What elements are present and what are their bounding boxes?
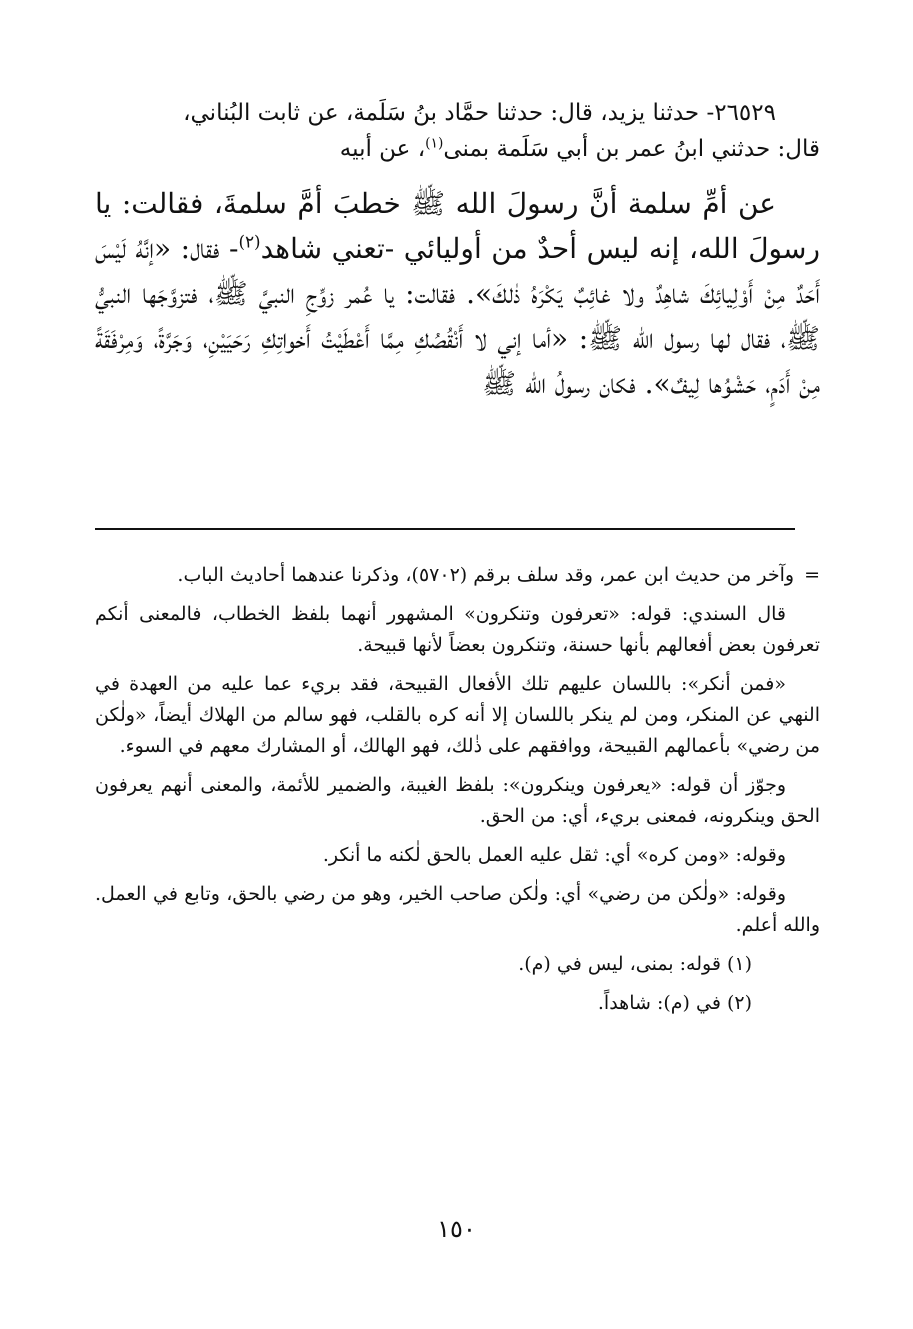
note-paragraph-4: وجوّز أن قوله: «يعرفون وينكرون»: بلفظ الغيبة، والضمير للأئمة، والمعنى أنهم يعرفون الحق وينكرونه، فمعنى بريء، أي: من الحق. (95, 774, 820, 827)
hadith-text-part-1: عن أمِّ سلمة أنَّ رسولَ الله ﷺ خطبَ أمَّ سلمةَ، فقالت: يا رسولَ الله، إنه ليس أحدٌ من أوليائي -تعني شاهد (95, 187, 820, 265)
note-paragraph-6: وقوله: «ولٰكن من رضي» أي: ولٰكن صاحب الخير، وهو من رضي بالحق، وتابع في العمل. والله أعلم. (95, 883, 820, 936)
note-paragraph-1-text: وآخر من حديث ابن عمر، وقد سلف برقم (٥٧٠٢)، وذكرنا عندهما أحاديث الباب. (177, 564, 795, 586)
footnotes-section (95, 560, 820, 1027)
isnad-line-2-end: ، عن أبيه (339, 136, 426, 162)
main-text (95, 95, 820, 406)
footnote-separator (95, 528, 795, 530)
hadith-text-part-2: - فقال: «إنَّهُ لَيْسَ أَحَدٌ مِنْ أَوْلِيائِكَ شاهِدٌ ولا غائِبٌ يَكْرَهُ ذٰلكَ». فقالت: يا عُمر زوِّجِ النبيَّ ﷺ، فتزوَّجَها النبيُّ ﷺ، فقال لها رسول الله ﷺ: «أما إني لا أَنْقُصُكِ مِمَّا أَعْطَيْتُ أَخواتِكِ رَحَيَيْنِ، وَجَرَّةً، وَمِرْفَقَةً مِنْ أَدَمٍ، حَشْوُها لِيفٌ». فكان رسولُ الله ﷺ (95, 232, 820, 400)
footnote-2: (٢) في (م): شاهداً. (597, 992, 752, 1014)
note-paragraph-2: قال السندي: قوله: «تعرفون وتنكرون» المشهور أنهما بلفظ الخطاب، فالمعنى أنكم تعرفون بعض أفعالهم بأنها حسنة، وتنكرون بعضاً لأنها قبيحة. (95, 603, 820, 656)
isnad-line-1: ٢٦٥٢٩- حدثنا يزيد، قال: حدثنا حمَّاد بنُ سَلَمة، عن ثابت البُناني، (183, 100, 776, 126)
page-number: ١٥٠ (437, 1215, 476, 1243)
footnote-marker-2[interactable]: (٢) (238, 231, 261, 252)
note-paragraph-3: «فمن أنكر»: باللسان عليهم تلك الأفعال القبيحة، فقد بريء عما عليه من العهدة في النهي عن المنكر، ومن لم ينكر باللسان إلا أنه كره بالقلب، فهو سالم من الهلاك أيضاً، «ولٰكن من رضي» بأعمالهم القبيحة، ووافقهم على ذٰلك، فهو الهالك، أو المشارك معهم في السوء. (95, 673, 820, 757)
note-paragraph-5: وقوله: «ومن كره» أي: ثقل عليه العمل بالحق لٰكنه ما أنكر. (322, 844, 786, 866)
footnote-1: (١) قوله: بمنى، ليس في (م). (518, 953, 752, 975)
isnad-paragraph (95, 95, 820, 167)
footnote-marker-1[interactable]: (١) (425, 135, 444, 152)
isnad-line-2: قال: حدثني ابنُ عمر بن أبي سَلَمة بمنى (443, 136, 820, 162)
note-paragraph-1 (95, 560, 820, 591)
continuation-mark: = (804, 564, 820, 586)
hadith-text (95, 181, 820, 406)
